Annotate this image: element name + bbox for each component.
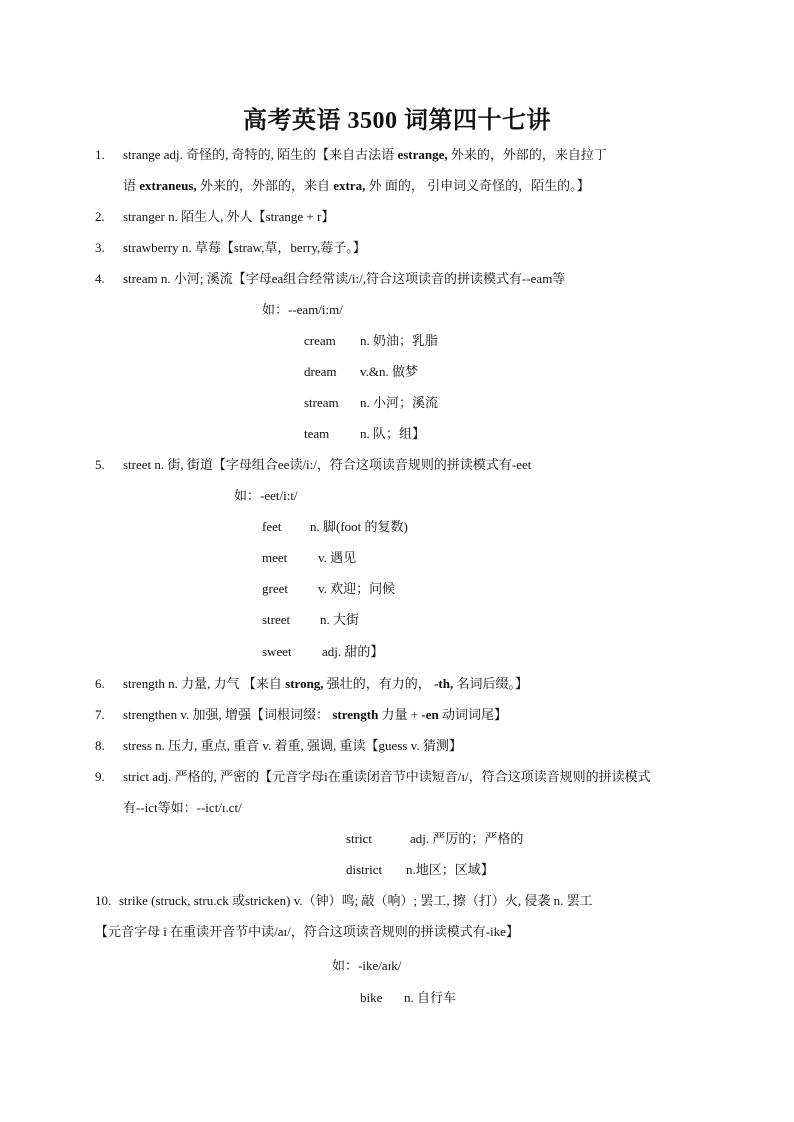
entry-number: 1. (95, 147, 105, 162)
entry-text: street n. 街, 街道【字母组合ee读/i:/，符合这项读音规则的拼读模式有-eet (123, 457, 532, 472)
example-row (262, 518, 408, 536)
entry-3 (95, 239, 366, 257)
page-title: 高考英语 3500 词第四十七讲 (243, 108, 551, 134)
example-word: team (304, 426, 330, 441)
entry-1 (95, 146, 607, 164)
entry-text: 外来的，外部的，来自拉丁 (447, 147, 607, 162)
example-row (304, 363, 418, 381)
entry-text: strange adj. 奇怪的, 奇特的, 陌生的【来自古法语 (123, 147, 398, 162)
entry-number: 6. (95, 676, 105, 691)
entry-text: strengthen v. 加强, 增强【词根词缀： (123, 707, 333, 722)
entry-number: 9. (95, 769, 105, 784)
example-definition: adj. 甜的】 (322, 644, 384, 659)
example-word: greet (262, 581, 288, 596)
example-definition: adj. 严厉的；严格的 (410, 831, 524, 846)
entry-text: strike (struck, stru.ck 或stricken) v.（钟）鸣; 敲（响）; 罢工, 擦（打）火, 侵袭 n. 罢工 (119, 893, 593, 908)
entry-6 (95, 675, 528, 693)
entry-bold: strong, (285, 676, 324, 691)
entry-number: 10. (95, 893, 112, 908)
example-word: stream (304, 395, 339, 410)
entry-4 (95, 270, 565, 288)
entry-text: 外 面的， 引申词义奇怪的，陌生的。】 (365, 178, 590, 193)
example-definition: n. 脚(foot 的复数) (310, 519, 408, 534)
example-row (262, 549, 356, 567)
entry-text: 动词词尾】 (438, 707, 507, 722)
entry-bold: extraneus, (139, 178, 197, 193)
entry-bold: extra, (333, 178, 366, 193)
example-word: feet (262, 519, 282, 534)
example-row (360, 989, 456, 1007)
entry-10 (95, 892, 593, 910)
entry-text: 语 (123, 178, 140, 193)
entry-number: 3. (95, 240, 105, 255)
example-word: meet (262, 550, 288, 565)
example-word: street (262, 612, 291, 627)
example-word: dream (304, 364, 337, 379)
entry-number: 4. (95, 271, 105, 286)
example-row (346, 830, 523, 848)
example-definition: n.地区；区域】 (406, 862, 494, 877)
entry-2 (95, 208, 334, 226)
entry-7 (95, 706, 507, 724)
example-intro: 如：--eam/i:m/ (262, 302, 343, 317)
example-definition: n. 队；组】 (360, 426, 426, 441)
entry-text: 名词后缀。】 (453, 676, 528, 691)
example-row (304, 394, 438, 412)
entry-text: 外来的，外部的，来自 (196, 178, 334, 193)
entry-10-continued: 【元音字母 i 在重读开音节中读/aɪ/，符合这项读音规则的拼读模式有-ike】 (95, 924, 519, 939)
entry-8 (95, 737, 462, 755)
entry-text: stranger n. 陌生人, 外人【strange + r】 (123, 209, 335, 224)
example-row (304, 332, 438, 350)
entry-bold: strength (332, 707, 379, 722)
entry-text: strict adj. 严格的, 严密的【元音字母i在重读闭音节中读短音/ɪ/，符合这项读音规则的拼读模式 (123, 769, 651, 784)
entry-5 (95, 456, 531, 474)
entry-1-continued (123, 177, 590, 195)
example-row (262, 580, 395, 598)
example-word: cream (304, 333, 336, 348)
example-intro: 如：-eet/i:t/ (234, 488, 298, 503)
entry-number: 2. (95, 209, 105, 224)
entry-text: strength n. 力量, 力气 【来自 (123, 676, 286, 691)
example-definition: n. 奶油；乳脂 (360, 333, 439, 348)
entry-text: stress n. 压力, 重点, 重音 v. 着重, 强调, 重读【guess v. 猜测】 (123, 738, 462, 753)
entry-number: 5. (95, 457, 105, 472)
entry-number: 8. (95, 738, 105, 753)
entry-text: strawberry n. 草莓【straw,草，berry,莓子。】 (123, 240, 366, 255)
example-word: district (346, 862, 383, 877)
entry-bold: estrange, (397, 147, 448, 162)
example-word: bike (360, 990, 383, 1005)
example-definition: n. 自行车 (404, 990, 457, 1005)
example-word: sweet (262, 644, 292, 659)
entry-text: 力量 + (378, 707, 422, 722)
example-definition: v.&n. 做梦 (360, 364, 419, 379)
example-row (262, 611, 359, 629)
example-definition: v. 欢迎；问候 (318, 581, 396, 596)
example-intro: 如：-ike/aɪk/ (332, 958, 402, 973)
example-row (262, 643, 383, 661)
entry-bold: -th, (434, 676, 454, 691)
entry-bold: -en (421, 707, 439, 722)
entry-text: stream n. 小河; 溪流【字母ea组合经常读/i:/,符合这项读音的拼读模式有--eam等 (123, 271, 566, 286)
example-row (346, 861, 494, 879)
entry-text: 强壮的，有力的， (323, 676, 435, 691)
example-definition: n. 大街 (320, 612, 360, 627)
example-definition: n. 小河；溪流 (360, 395, 439, 410)
example-word: strict (346, 831, 372, 846)
entry-number: 7. (95, 707, 105, 722)
entry-9-continued: 有--ict等如：--ict/ɪ.ct/ (123, 800, 242, 815)
example-definition: v. 遇见 (318, 550, 357, 565)
example-row (304, 425, 425, 443)
entry-9 (95, 768, 651, 786)
